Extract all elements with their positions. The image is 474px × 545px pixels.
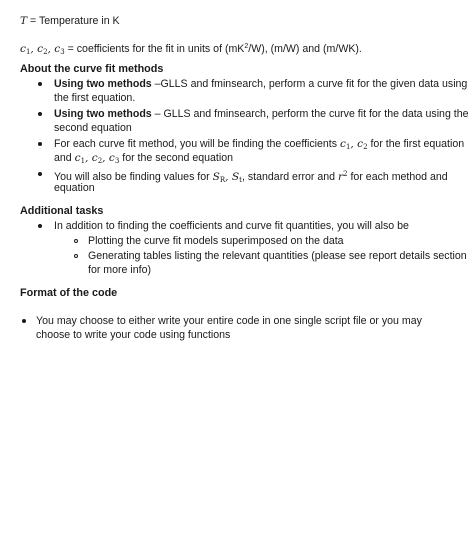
curve-fit-bullet-3-text-l2b: for the second equation bbox=[119, 152, 233, 164]
coefficient-superscript: 2 bbox=[244, 43, 249, 50]
coefficient-text-2: /W), (m/W) and (m/WK). bbox=[248, 43, 362, 55]
temperature-symbol: T bbox=[20, 15, 28, 27]
bullet-icon bbox=[38, 112, 42, 116]
curve-fit-bullet-2-line-1 bbox=[54, 108, 469, 121]
sr-st-symbols: $S_R$, $S_t$ bbox=[212, 171, 242, 184]
format-bullet-1-line-2: choose to write your code using functions bbox=[36, 329, 231, 341]
bullet-icon bbox=[22, 319, 26, 323]
circle-bullet-icon bbox=[74, 254, 78, 258]
circle-bullet-icon bbox=[74, 239, 78, 243]
bullet-icon bbox=[38, 172, 42, 176]
curve-fit-bullet-4-text-a: You will also be finding values for bbox=[54, 171, 213, 183]
curve-fit-bullet-3-text-l2a: and bbox=[54, 152, 75, 164]
additional-sub-bullet-1: Plotting the curve fit models superimposed on the data bbox=[88, 235, 344, 247]
bullet-icon bbox=[38, 224, 42, 228]
curve-fit-bullet-1-line-2: the first equation. bbox=[54, 92, 136, 104]
curve-fit-bullet-1-text: –GLLS and fminsearch, perform a curve fit for the given data using bbox=[151, 78, 468, 90]
temperature-text: = Temperature in K bbox=[27, 15, 120, 27]
curve-fit-bullet-3-text-b: for the first equation bbox=[367, 138, 465, 150]
heading-curve-fit: About the curve fit methods bbox=[20, 63, 164, 75]
curve-fit-bullet-4-text-c: for each method and bbox=[347, 171, 448, 183]
curve-fit-bullet-4-text-b: , standard error and bbox=[242, 171, 338, 183]
additional-sub-bullet-2-line-2: for more info) bbox=[88, 264, 151, 276]
curve-fit-bullet-4-line-2: equation bbox=[54, 182, 95, 194]
coefficient-symbols-c1-c2-c3: $c_1$, $c_2$, $c_3$ bbox=[74, 152, 120, 165]
temperature-definition bbox=[20, 15, 120, 28]
additional-sub-bullet-2-line-1: Generating tables listing the relevant quantities (please see report details section bbox=[88, 250, 467, 262]
format-bullet-1-line-1: You may choose to either write your entire code in one single script file or you may bbox=[36, 315, 422, 327]
bullet-icon bbox=[38, 142, 42, 146]
curve-fit-bullet-2-text: – GLLS and fminsearch, perform the curve fit for the data using the bbox=[151, 108, 469, 120]
r-squared-symbol: $r^2$ bbox=[338, 170, 348, 183]
curve-fit-bullet-2-line-2: second equation bbox=[54, 122, 132, 134]
heading-format-of-code: Format of the code bbox=[20, 287, 118, 299]
coefficient-text-1: = coefficients for the fit in units of (mK bbox=[64, 43, 245, 55]
coefficient-definition bbox=[20, 40, 362, 59]
heading-additional-tasks: Additional tasks bbox=[20, 205, 104, 217]
curve-fit-bullet-2-bold: Using two methods bbox=[54, 108, 152, 120]
curve-fit-bullet-4-line-1 bbox=[54, 168, 448, 187]
curve-fit-bullet-3-line-2 bbox=[54, 152, 233, 168]
coefficient-symbols-c1-c2: $c_1$, $c_2$ bbox=[340, 138, 368, 151]
curve-fit-bullet-1-line-1 bbox=[54, 78, 467, 91]
additional-bullet-1: In addition to finding the coefficients and curve fit quantities, you will also be bbox=[54, 220, 409, 232]
bullet-icon bbox=[38, 82, 42, 86]
coefficient-symbols: $c_1$, $c_2$, $c_3$ bbox=[20, 43, 65, 56]
curve-fit-bullet-3-text-a: For each curve fit method, you will be finding the coefficients bbox=[54, 138, 340, 150]
curve-fit-bullet-1-bold: Using two methods bbox=[54, 78, 152, 90]
